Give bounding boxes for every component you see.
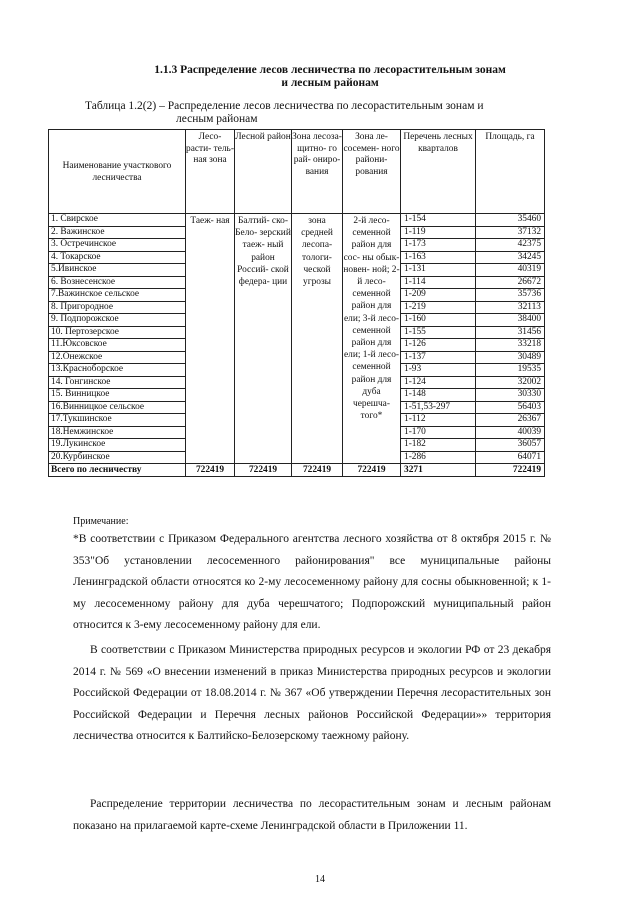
regulation-text: В соответствии с Приказом Министерства природных ресурсов и экологии РФ от 23 декабря 2014 г. № 569 «О внесении изменений в приказ Министерства природных ресурсов и экологии Российской Федерации от 18.08.2014 г. № 367 «Об утверждении Перечня лесорастительных зон Российской Федерации и Перечня лесных районов Российской Федерации»» территория лесничества относится к Балтийско-Белозерскому таежному району. xyxy=(73,644,551,742)
protection-zone-cell: зона средней лесопа- тологи- ческой угрозы xyxy=(292,214,343,464)
row-name: 1. Свирское xyxy=(49,214,186,227)
note-paragraph xyxy=(73,529,551,637)
total-quarters: 3271 xyxy=(401,464,476,477)
row-area: 26367 xyxy=(476,414,545,427)
table-caption-line1: Таблица 1.2(2) – Распределение лесов лесничества по лесорастительным зонам и xyxy=(85,100,484,112)
zone-cell: Таеж- ная xyxy=(186,214,235,464)
row-quarters: 1-286 xyxy=(401,451,476,464)
row-name: 10. Пертозерское xyxy=(49,326,186,339)
row-area: 64071 xyxy=(476,451,545,464)
row-name: 4. Токарское xyxy=(49,251,186,264)
row-name: 19.Лукинское xyxy=(49,439,186,452)
row-area: 38400 xyxy=(476,314,545,327)
row-name: 6. Вознесенское xyxy=(49,276,186,289)
row-name: 5.Ивинское xyxy=(49,264,186,277)
table-total-row xyxy=(49,464,545,477)
row-area: 35736 xyxy=(476,289,545,302)
row-quarters: 1-137 xyxy=(401,351,476,364)
row-area: 35460 xyxy=(476,214,545,227)
header-area: Площадь, га xyxy=(476,130,545,214)
seed-zone-cell: 2-й лесо- семенной район для сос- ны обык- новен- ной; 2-й лесо- семенной район для ели; 3-й лесо- семенной район для ели; 1-й лесо- семенной район для дуба черешча- того* xyxy=(343,214,401,464)
header-name: Наименование участкового лесничества xyxy=(49,130,186,214)
row-name: 13.Красноборское xyxy=(49,364,186,377)
table-caption xyxy=(85,100,565,126)
page-number: 14 xyxy=(315,874,325,885)
row-area: 34245 xyxy=(476,251,545,264)
row-quarters: 1-155 xyxy=(401,326,476,339)
row-quarters: 1-170 xyxy=(401,426,476,439)
header-zone: Лесо- расти- тель- ная зона xyxy=(186,130,235,214)
row-area: 30489 xyxy=(476,351,545,364)
row-area: 32002 xyxy=(476,376,545,389)
header-seed-zone: Зона ле- сосемен- ного райони- рования xyxy=(343,130,401,214)
row-name: 17.Тукшинское xyxy=(49,414,186,427)
header-protection-zone: Зона лесоза- щитно- го рай- ониро- вания xyxy=(292,130,343,214)
row-name: 11.Юксовское xyxy=(49,339,186,352)
row-name: 14. Гонгинское xyxy=(49,376,186,389)
header-quarters: Перечень лесных кварталов xyxy=(401,130,476,214)
row-area: 56403 xyxy=(476,401,545,414)
section-heading-line1: 1.1.3 Распределение лесов лесничества по лесорастительным зонам xyxy=(154,64,506,76)
row-area: 36057 xyxy=(476,439,545,452)
row-area: 42375 xyxy=(476,239,545,252)
row-name: 20.Курбинское xyxy=(49,451,186,464)
total-protection: 722419 xyxy=(292,464,343,477)
row-area: 40039 xyxy=(476,426,545,439)
row-name: 8. Пригородное xyxy=(49,301,186,314)
row-area: 31456 xyxy=(476,326,545,339)
row-area: 19535 xyxy=(476,364,545,377)
forest-distribution-table xyxy=(48,129,545,477)
header-district: Лесной район xyxy=(235,130,292,214)
note-label: Примечание: xyxy=(73,516,129,527)
total-area: 722419 xyxy=(476,464,545,477)
row-name: 15. Винницкое xyxy=(49,389,186,402)
row-quarters: 1-93 xyxy=(401,364,476,377)
total-zone: 722419 xyxy=(186,464,235,477)
row-quarters: 1-148 xyxy=(401,389,476,402)
table-row xyxy=(49,214,545,227)
row-quarters: 1-219 xyxy=(401,301,476,314)
row-area: 37132 xyxy=(476,226,545,239)
row-area: 33218 xyxy=(476,339,545,352)
total-seed: 722419 xyxy=(343,464,401,477)
row-name: 16.Винницкое сельское xyxy=(49,401,186,414)
row-area: 30330 xyxy=(476,389,545,402)
row-area: 32113 xyxy=(476,301,545,314)
row-quarters: 1-126 xyxy=(401,339,476,352)
row-quarters: 1-160 xyxy=(401,314,476,327)
row-quarters: 1-131 xyxy=(401,264,476,277)
row-quarters: 1-51,53-297 xyxy=(401,401,476,414)
row-name: 12.Онежское xyxy=(49,351,186,364)
table-caption-line2: лесным районам xyxy=(176,113,258,125)
row-area: 26672 xyxy=(476,276,545,289)
row-name: 7.Важинское сельское xyxy=(49,289,186,302)
row-quarters: 1-173 xyxy=(401,239,476,252)
row-quarters: 1-209 xyxy=(401,289,476,302)
note-text: *В соответствии с Приказом Федерального агентства лесного хозяйства от 8 октября 2015 г. № 353"Об установлении лесосеменного районирования" все муниципальные районы Ленинградской области относятся ко 2-му лесосеменному району для сосны обыкновенной; к 1-му лесосеменному району для дуба черешчатого; Подпорожский муниципальный район относится к 3-ему лесосеменному району для ели. xyxy=(73,533,551,631)
row-quarters: 1-119 xyxy=(401,226,476,239)
row-quarters: 1-154 xyxy=(401,214,476,227)
map-reference-text: Распределение территории лесничества по лесорастительным зонам и лесным районам показано на прилагаемой карте-схеме Ленинградской области в Приложении 11. xyxy=(73,798,551,832)
section-heading xyxy=(100,64,560,90)
map-reference-paragraph xyxy=(73,794,551,837)
row-quarters: 1-112 xyxy=(401,414,476,427)
district-cell: Балтий- ско- Бело- зерский таеж- ный район Россий- ской федера- ции xyxy=(235,214,292,464)
row-name: 9. Подпорожское xyxy=(49,314,186,327)
total-district: 722419 xyxy=(235,464,292,477)
regulation-paragraph xyxy=(73,640,551,748)
row-name: 18.Немжинское xyxy=(49,426,186,439)
row-quarters: 1-114 xyxy=(401,276,476,289)
row-quarters: 1-163 xyxy=(401,251,476,264)
section-heading-line2: и лесным районам xyxy=(281,77,379,89)
row-name: 2. Важинское xyxy=(49,226,186,239)
row-quarters: 1-182 xyxy=(401,439,476,452)
table-header-row xyxy=(49,130,545,214)
row-area: 40319 xyxy=(476,264,545,277)
row-name: 3. Остречинское xyxy=(49,239,186,252)
row-quarters: 1-124 xyxy=(401,376,476,389)
total-label: Всего по лесничеству xyxy=(49,464,186,477)
